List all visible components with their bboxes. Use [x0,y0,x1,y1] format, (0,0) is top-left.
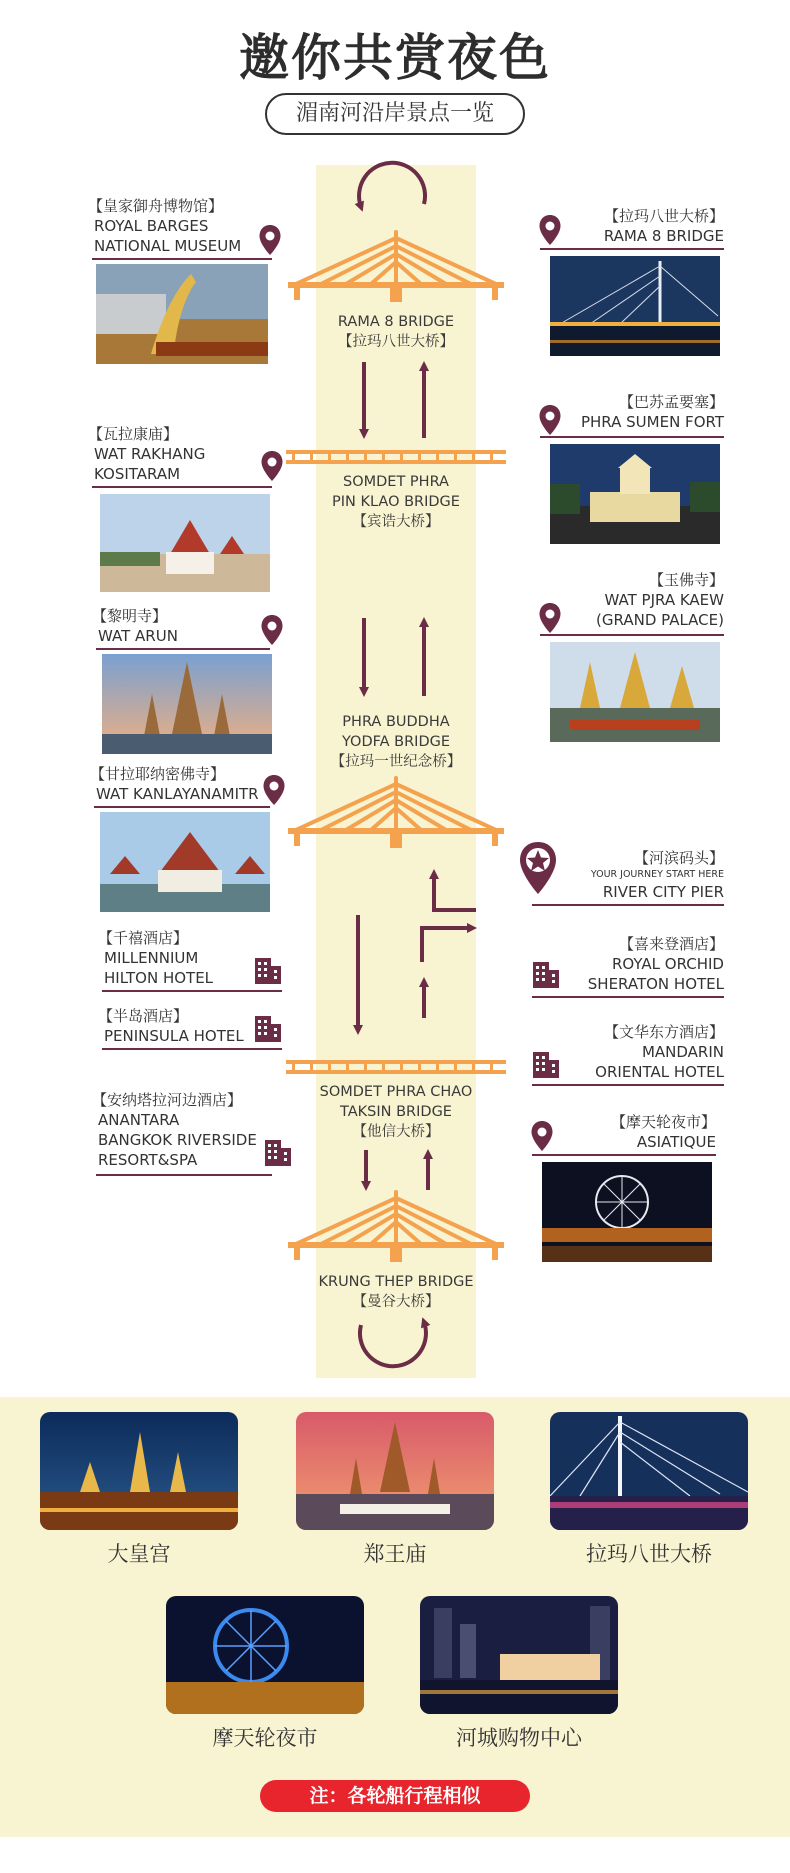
photo-wat-rakhang [100,494,270,592]
location-pin-icon [262,774,286,806]
location-pin-icon [260,450,284,482]
arrow-turn-right [422,928,472,962]
bridge-label-pinklao: SOMDET PHRA PIN KLAO BRIDGE 【宾诰大桥】 [332,474,460,530]
location-pin-icon [530,1120,554,1152]
arrow-turn-up [434,874,476,910]
pinklao-bridge-drawing [286,448,506,466]
spot-royal-barges: 【皇家御舟博物馆】 ROYAL BARGES NATIONAL MUSEUM [88,197,242,255]
photo-grand-palace [40,1412,238,1530]
hotel-icon [254,1014,282,1044]
bridge-label-krungthep: KRUNG THEP BRIDGE 【曼谷大桥】 [318,1274,474,1310]
photo-wat-phra-kaew [550,642,720,742]
caption-grand-palace: 大皇宫 [107,1542,171,1566]
divider [96,648,270,650]
u-turn-arrow-top [359,163,425,207]
caption-river-city: 河城购物中心 [456,1726,582,1750]
caption-wat-arun: 郑王庙 [363,1542,427,1566]
divider [92,258,272,260]
u-turn-arrow-bottom [360,1322,426,1366]
hotel-icon [532,1050,560,1080]
photo-asiatique-ferris [166,1596,364,1714]
star-pin-icon [518,840,558,896]
photo-rama8-night [550,1412,748,1530]
photo-river-city [420,1596,618,1714]
spot-river-city-pier: 【河滨码头】 YOUR JOURNEY START HERE RIVER CITY PIER [590,849,724,901]
divider [102,990,282,992]
divider [532,1084,724,1086]
bridge-label-rama8: RAMA 8 BRIDGE 【拉玛八世大桥】 [337,314,455,350]
location-pin-icon [538,214,562,246]
divider [96,1174,272,1176]
photo-wat-kanlayanamitr [100,812,270,912]
spot-sheraton-hotel: 【喜来登酒店】 ROYAL ORCHID SHERATON HOTEL [587,935,724,993]
photo-royal-barges [96,264,268,364]
spot-mandarin-oriental: 【文华东方酒店】 MANDARIN ORIENTAL HOTEL [595,1023,724,1081]
rama8-bridge-drawing [286,228,506,308]
note-badge: 注：各轮船行程相似 [260,1780,530,1812]
photo-wat-arun [102,654,272,754]
divider [532,996,724,998]
spot-wat-phra-kaew: 【玉佛寺】 WAT PJRA KAEW (GRAND PALACE) [596,571,724,629]
caption-rama8-bridge: 拉玛八世大桥 [586,1542,712,1566]
krungthep-bridge-drawing [286,1188,506,1268]
divider [532,1154,716,1156]
divider [540,248,724,250]
bridge-label-taksin: SOMDET PHRA CHAO TAKSIN BRIDGE 【他信大桥】 [319,1084,473,1140]
divider [94,806,270,808]
taksin-bridge-drawing [286,1058,506,1076]
spot-wat-arun: 【黎明寺】 WAT ARUN [92,607,178,645]
bridge-label-phrabuddha: PHRA BUDDHA YODFA BRIDGE 【拉玛一世纪念桥】 [330,714,462,770]
spot-asiatique: 【摩天轮夜市】 ASIATIQUE [610,1113,716,1151]
spot-wat-rakhang: 【瓦拉康庙】 WAT RAKHANG KOSITARAM [88,425,206,483]
spot-millennium-hilton: 【千禧酒店】 MILLENNIUM HILTON HOTEL [98,929,214,987]
location-pin-icon [538,404,562,436]
divider [102,1048,282,1050]
spot-rama8-bridge: 【拉玛八世大桥】 RAMA 8 BRIDGE [603,207,724,245]
photo-rama8-bridge [550,256,720,356]
hotel-icon [264,1138,292,1168]
phrabuddha-bridge-drawing [286,774,506,854]
divider [540,634,724,636]
divider [92,486,272,488]
page-title: 邀你共赏夜色 [239,29,551,87]
photo-phra-sumen-fort [550,444,720,544]
spot-anantara: 【安纳塔拉河边酒店】 ANANTARA BANGKOK RIVERSIDE RESORT&SPA [92,1091,257,1169]
hotel-icon [254,956,282,986]
location-pin-icon [258,224,282,256]
page-subtitle: 湄南河沿岸景点一览 [265,93,525,135]
photo-wat-arun-night [296,1412,494,1530]
divider [532,904,724,906]
caption-asiatique: 摩天轮夜市 [212,1726,318,1750]
location-pin-icon [260,614,284,646]
spot-wat-kanlayanamitr: 【甘拉耶纳密佛寺】 WAT KANLAYANAMITR [90,765,259,803]
location-pin-icon [538,602,562,634]
divider [540,436,724,438]
hotel-icon [532,960,560,990]
spot-peninsula-hotel: 【半岛酒店】 PENINSULA HOTEL [98,1007,244,1045]
spot-phra-sumen-fort: 【巴苏孟要塞】 PHRA SUMEN FORT [580,393,724,431]
photo-asiatique [542,1162,712,1262]
